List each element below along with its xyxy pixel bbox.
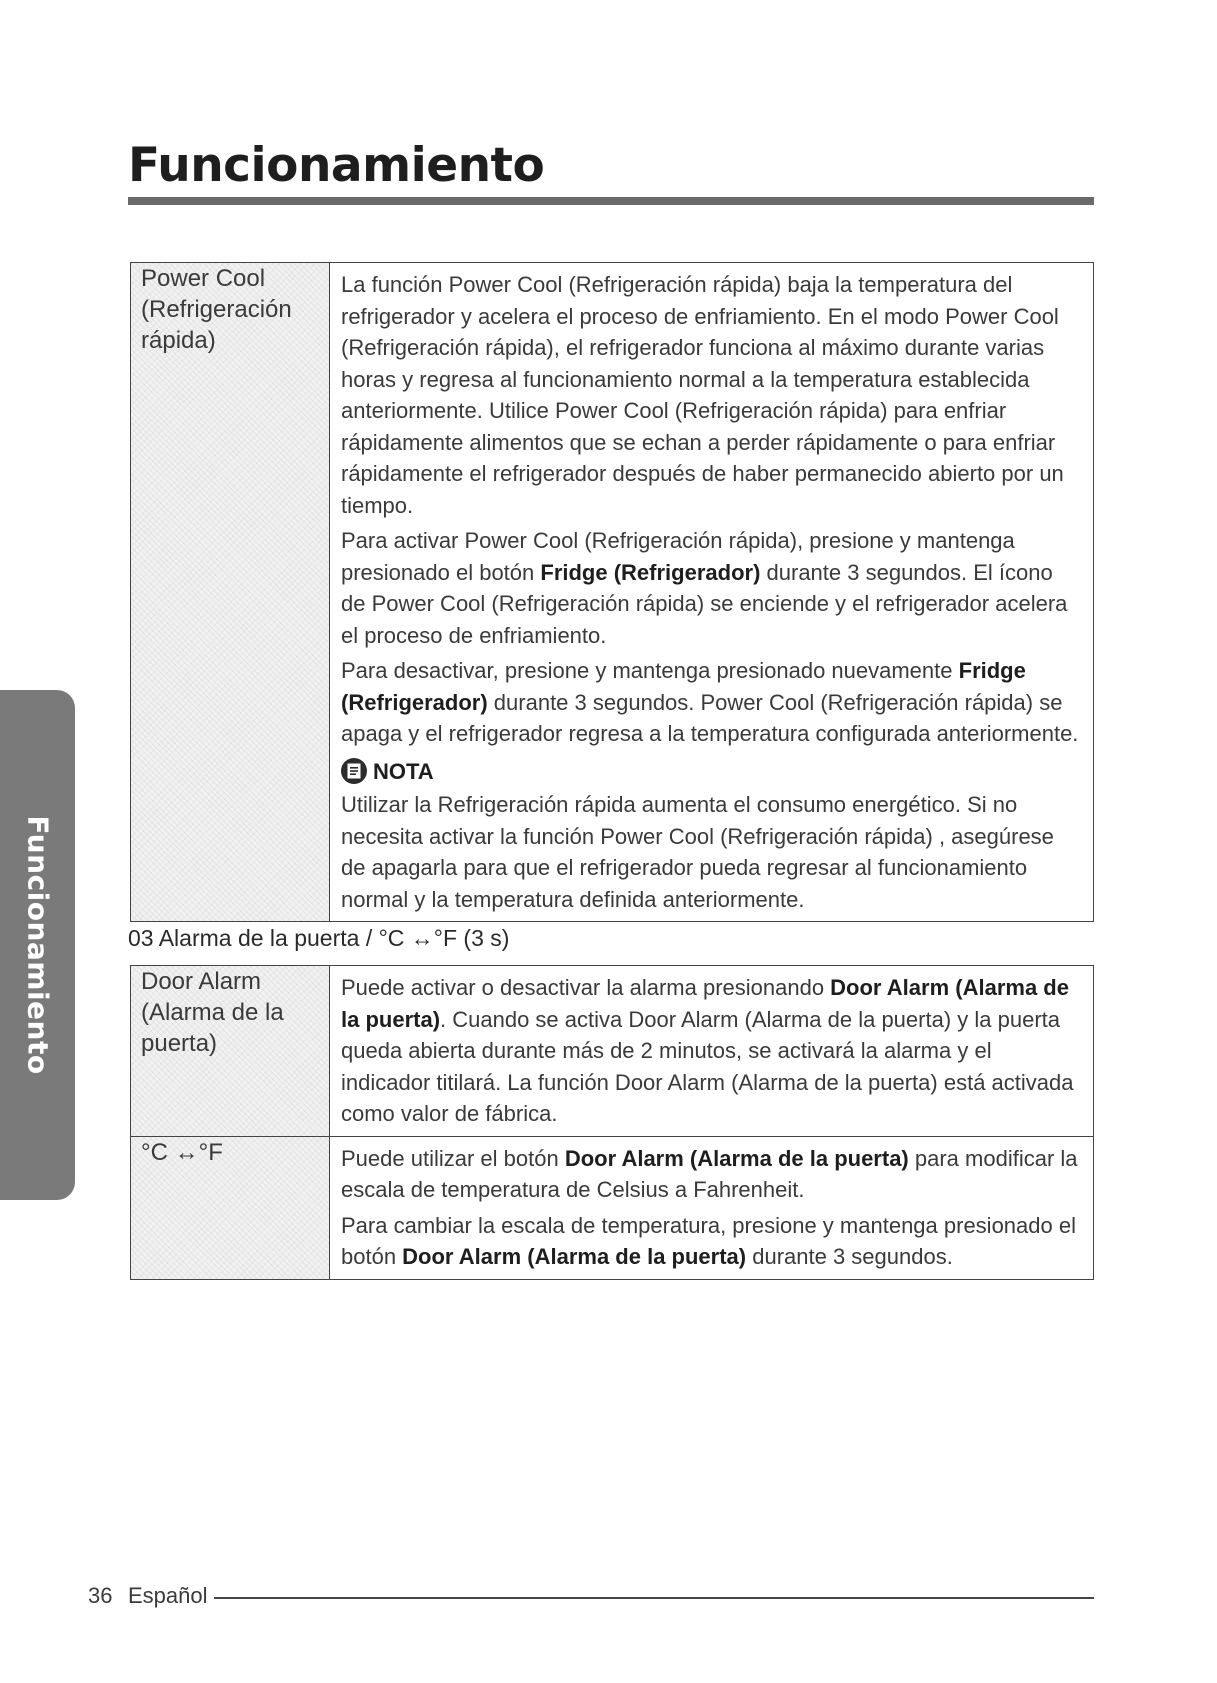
text-run: . Cuando se activa Door Alarm (Alarma de la puerta) y la puerta queda abierta durante más de 2 minutos, se activará la alarma y el indicador titilará. La función Door Alarm (Alarma de la puerta) está activada como valor de fábrica. [341,1006,1074,1126]
power-cool-paragraph-1: La función Power Cool (Refrigeración rápida) baja la temperatura del refrigerador y acelera el proceso de enfriamiento. En el modo Power Cool (Refrigeración rápida), el refrigerador funciona al máximo durante varias horas y regresa al funcionamiento normal a la temperatura establecida anteriormente. Utilice Power Cool (Refrigeración rápida) para enfriar rápidamente alimentos que se echan a perder rápidamente o para enfriar rápidamente el refrigerador después de haber permanecido abierto por un tiempo. [341,272,1064,518]
door-alarm-row [131,966,1094,1137]
text-run: Para cambiar la escala de temperatura, presione y mantenga presionado el botón [341,1212,1076,1269]
text-run: Para activar Power Cool (Refrigeración rápida), presione y mantenga presionado el botón [341,528,1015,585]
text-run: para modificar la escala de temperatura de Celsius a Fahrenheit. [341,1145,1078,1202]
temp-scale-row [131,1136,1094,1279]
fridge-button-ref: Fridge (Refrigerador) [540,559,761,585]
footer-rule [214,1597,1094,1599]
power-cool-paragraph-3 [341,655,1083,750]
temp-scale-paragraph-2 [341,1210,1083,1273]
power-cool-description [330,263,1094,922]
door-alarm-button-ref: Door Alarm (Alarma de la puerta) [402,1244,747,1269]
text-run: Para desactivar, presione y mantenga presionado nuevamente [341,658,959,683]
power-cool-paragraph-2 [341,525,1083,651]
temp-scale-label-text: °C ↔°F [141,1138,223,1166]
power-cool-label [131,263,330,922]
page-title: Funcionamiento [128,138,545,193]
temp-scale-paragraph-1 [341,1143,1083,1206]
section-heading: 03 Alarma de la puerta / °C ↔°F (3 s) [128,925,510,951]
power-cool-table [130,262,1094,922]
power-cool-label-line1: Power Cool [141,265,266,292]
footer-language: Español [128,1583,208,1608]
door-alarm-label [131,966,330,1137]
door-alarm-paragraph [341,972,1083,1130]
note-text: Utilizar la Refrigeración rápida aumenta el consumo energético. Si no necesita activar la función Power Cool (Refrigeración rápida) , asegúrese de apagarla para que el refrigerador pueda regresar al funcionamiento normal y la temperatura definida anteriormente. [341,792,1054,912]
door-alarm-button-ref: Door Alarm (Alarma de la puerta) [564,1145,909,1171]
text-run: durante 3 segundos. [746,1244,953,1269]
page-number: 36 [88,1583,113,1608]
door-alarm-label-line1: Door Alarm [141,968,262,995]
note-header [341,756,1083,788]
title-rule [128,197,1094,205]
side-tab [0,690,75,1200]
door-alarm-label-line2: (Alarma de la [141,999,284,1026]
text-run: Puede utilizar el botón [341,1145,565,1171]
power-cool-label-line2: (Refrigeración [141,296,292,323]
text-run: durante 3 segundos. El ícono de Power Cool (Refrigeración rápida) se enciende y el refrigerador acelera el proceso de enfriamiento. [341,559,1068,648]
note-title: NOTA [373,758,434,784]
text-run: durante 3 segundos. Power Cool (Refrigeración rápida) se apaga y el refrigerador regresa a la temperatura configurada anteriormente. [341,689,1079,746]
door-alarm-label-line3: puerta) [141,1030,218,1057]
power-cool-row [131,263,1094,922]
power-cool-label-line3: rápida) [141,327,216,354]
temp-scale-label [131,1136,330,1279]
note-icon [341,758,367,784]
fridge-button-ref: Fridge (Refrigerador) [341,658,1026,715]
side-tab-label: Funcionamiento [21,815,54,1075]
door-alarm-table [130,965,1094,1280]
temp-scale-description [330,1136,1094,1279]
door-alarm-description [330,966,1094,1137]
text-run: Puede activar o desactivar la alarma presionando [341,975,831,1000]
door-alarm-button-ref: Door Alarm (Alarma de la puerta) [341,975,1069,1032]
